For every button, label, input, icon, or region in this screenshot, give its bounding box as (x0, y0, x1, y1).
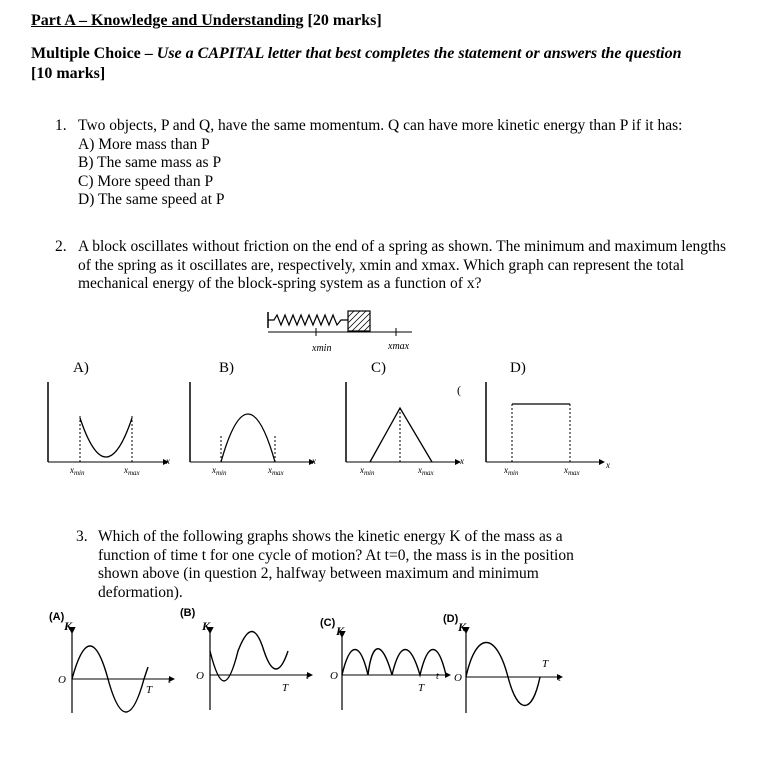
kinetic-energy-graphs (50, 615, 570, 715)
graph-label-c: C) (371, 360, 386, 376)
kt-graph-label-b: (B) (180, 607, 196, 619)
svg-text:xmin: $x_{min}$ (212, 465, 227, 477)
spring (268, 315, 348, 325)
option-d: D) The same speed at P (78, 191, 225, 208)
svg-text:T: T (146, 684, 153, 696)
energy-graphs (40, 376, 778, 481)
kt-graph-b (196, 619, 312, 710)
svg-text:xmax: $x_{max}$ (564, 465, 580, 477)
svg-text:t: t (436, 671, 439, 682)
mc-instruction-text: Use a CAPITAL letter that best completes the statement or answers the question (156, 45, 682, 62)
svg-text:t: t (306, 671, 309, 682)
question-text-line: Which of the following graphs shows the kinetic energy K of the mass as a (98, 528, 563, 545)
svg-text:x: x (312, 456, 316, 466)
option-a: A) More mass than P (78, 135, 210, 153)
svg-text:K: K (202, 619, 211, 633)
part-title-text: Part A – Knowledge and Understanding (31, 12, 304, 29)
svg-text:O: O (196, 670, 204, 682)
spring-xmax-label: xmax (388, 341, 410, 352)
option-c: C) More speed than P (78, 172, 214, 190)
kt-graph-label-c: (C) (320, 617, 336, 629)
graph-c (346, 382, 464, 477)
svg-text:K: K (458, 620, 467, 634)
question-3 (76, 528, 636, 602)
question-number: 3. (76, 528, 88, 545)
svg-text:xmin: $x_{min}$ (70, 465, 85, 477)
svg-text:xmin: $x_{min}$ (360, 465, 375, 477)
graph-label-b: B) (219, 360, 234, 376)
svg-text:x: x (166, 456, 170, 466)
svg-text:O: O (58, 674, 66, 686)
svg-text:K: K (64, 619, 73, 633)
svg-text:t: t (558, 673, 561, 684)
question-1 (55, 117, 755, 210)
question-text-line: shown above (in question 2, halfway between maximum and minimum (98, 565, 539, 582)
stray-mark: ( (457, 383, 461, 397)
kt-graph-label-a: (A) (49, 611, 65, 623)
graph-label-a: A) (73, 360, 89, 376)
graph-a (48, 382, 170, 477)
kt-graph-c (330, 624, 450, 710)
mc-label: Multiple Choice – (31, 45, 157, 62)
svg-text:xmax: $x_{max}$ (124, 465, 140, 477)
question-text-line: deformation). (98, 583, 183, 601)
svg-text:xmax: $x_{max}$ (268, 465, 284, 477)
part-marks: [20 marks] (303, 12, 382, 29)
graph-d (486, 382, 610, 477)
question-2 (55, 238, 770, 294)
mc-marks: [10 marks] (31, 65, 106, 82)
question-text-line: A block oscillates without friction on the end of a spring as shown. The minimum and maximum lengths (78, 238, 727, 255)
graph-b (190, 382, 316, 477)
spring-xmin-label: xmin (312, 343, 332, 354)
kt-graph-d (454, 620, 562, 713)
svg-text:t: t (168, 675, 171, 686)
question-text-line: of the spring as it oscillates are, respectively, xmin and xmax. Which graph can represent the total (78, 256, 685, 274)
svg-text:T: T (542, 658, 549, 670)
spring-block-diagram (262, 308, 422, 358)
svg-text:T: T (282, 682, 289, 694)
svg-text:xmax: $x_{max}$ (418, 465, 434, 477)
svg-text:x: x (460, 456, 464, 466)
part-title (31, 12, 382, 30)
kt-graph-label-d: (D) (443, 613, 459, 625)
svg-text:T: T (418, 682, 425, 694)
kt-graph-a (58, 619, 174, 713)
svg-text:K: K (336, 624, 345, 638)
question-text-line: mechanical energy of the block-spring system as a function of x? (78, 275, 482, 292)
svg-text:xmin: $x_{min}$ (504, 465, 519, 477)
question-text-line: function of time t for one cycle of motion? At t=0, the mass is in the position (98, 546, 574, 564)
graph-label-d: D) (510, 360, 526, 376)
svg-text:x: x (606, 460, 610, 470)
svg-text:O: O (454, 672, 462, 684)
question-number: 1. (55, 117, 67, 134)
mc-instructions (31, 44, 751, 84)
svg-text:O: O (330, 670, 338, 682)
question-number: 2. (55, 238, 67, 255)
question-text: Two objects, P and Q, have the same momentum. Q can have more kinetic energy than P if it has: (78, 117, 683, 134)
option-b: B) The same mass as P (78, 154, 222, 171)
